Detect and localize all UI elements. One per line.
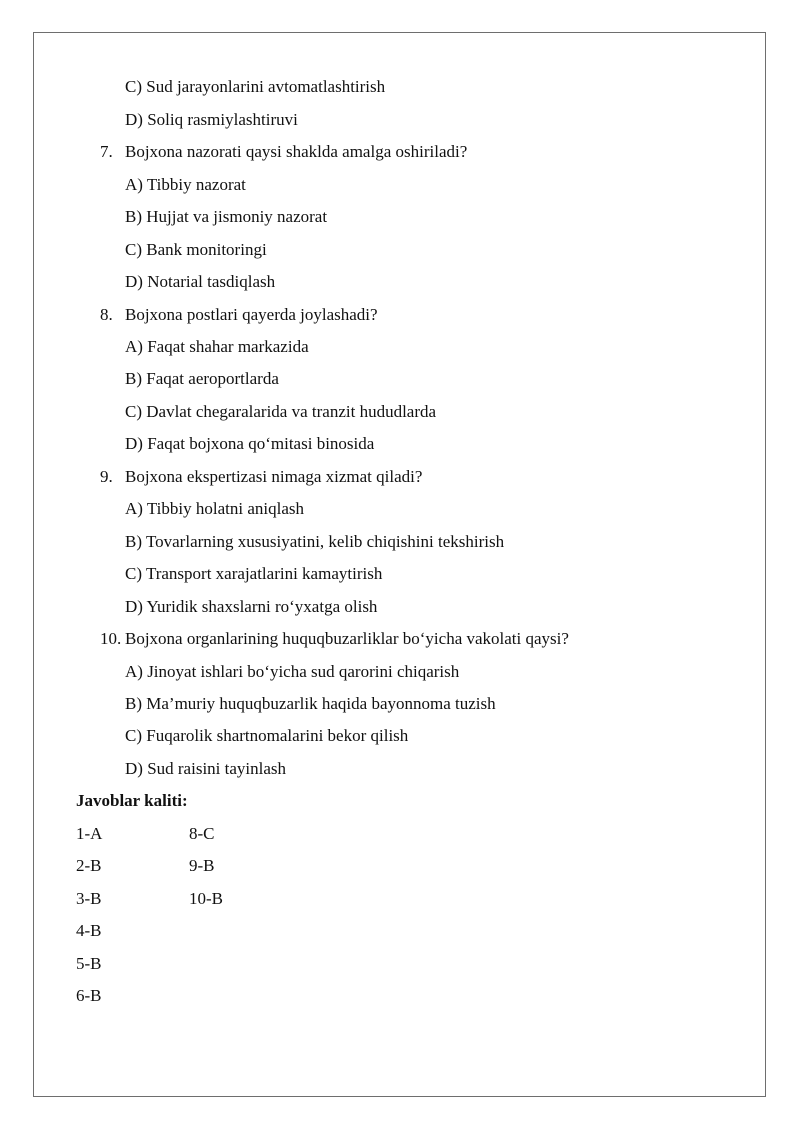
question-8-number: 8. <box>100 305 113 324</box>
question-7-option-a: A) Tibbiy nazorat <box>125 175 246 194</box>
question-7-text: Bojxona nazorati qaysi shaklda amalga oshiriladi? <box>125 142 468 161</box>
question-10-option-a: A) Jinoyat ishlari bo‘yicha sud qarorini chiqarish <box>125 662 460 681</box>
answer-10: 10-B <box>189 889 223 908</box>
answer-1: 1-A <box>76 824 103 843</box>
question-8-option-a: A) Faqat shahar markazida <box>125 337 309 356</box>
question-10-text: Bojxona organlarining huquqbuzarliklar bo‘yicha vakolati qaysi? <box>125 629 569 648</box>
answer-5: 5-B <box>76 954 102 973</box>
question-7-option-b: B) Hujjat va jismoniy nazorat <box>125 207 328 226</box>
answer-2: 2-B <box>76 856 102 875</box>
answer-3: 3-B <box>76 889 102 908</box>
question-7-option-d: D) Notarial tasdiqlash <box>125 272 276 291</box>
answer-9: 9-B <box>189 856 215 875</box>
option-c-q6: C) Sud jarayonlarini avtomatlashtirish <box>125 77 386 96</box>
question-8-option-c: C) Davlat chegaralarida va tranzit hududlarda <box>125 402 437 421</box>
question-9-option-b: B) Tovarlarning xususiyatini, kelib chiqishini tekshirish <box>125 532 505 551</box>
question-8-option-d: D) Faqat bojxona qo‘mitasi binosida <box>125 434 375 453</box>
question-10-option-c: C) Fuqarolik shartnomalarini bekor qilish <box>125 726 409 745</box>
answer-key-title: Javoblar kaliti: <box>76 791 188 810</box>
question-7-number: 7. <box>100 142 113 161</box>
question-7-option-c: C) Bank monitoringi <box>125 240 267 259</box>
question-10-option-b: B) Ma’muriy huquqbuzarlik haqida bayonnoma tuzish <box>125 694 496 713</box>
question-9-option-d: D) Yuridik shaxslarni ro‘yxatga olish <box>125 597 378 616</box>
question-10-number: 10. <box>100 629 122 648</box>
question-9-text: Bojxona ekspertizasi nimaga xizmat qiladi? <box>125 467 423 486</box>
question-9-option-a: A) Tibbiy holatni aniqlash <box>125 499 304 518</box>
question-8-text: Bojxona postlari qayerda joylashadi? <box>125 305 378 324</box>
answer-4: 4-B <box>76 921 102 940</box>
question-9-option-c: C) Transport xarajatlarini kamaytirish <box>125 564 383 583</box>
option-d-q6: D) Soliq rasmiylashtiruvi <box>125 110 298 129</box>
answer-8: 8-C <box>189 824 215 843</box>
question-10-option-d: D) Sud raisini tayinlash <box>125 759 287 778</box>
question-9-number: 9. <box>100 467 113 486</box>
answer-6: 6-B <box>76 986 102 1005</box>
question-8-option-b: B) Faqat aeroportlarda <box>125 369 279 388</box>
